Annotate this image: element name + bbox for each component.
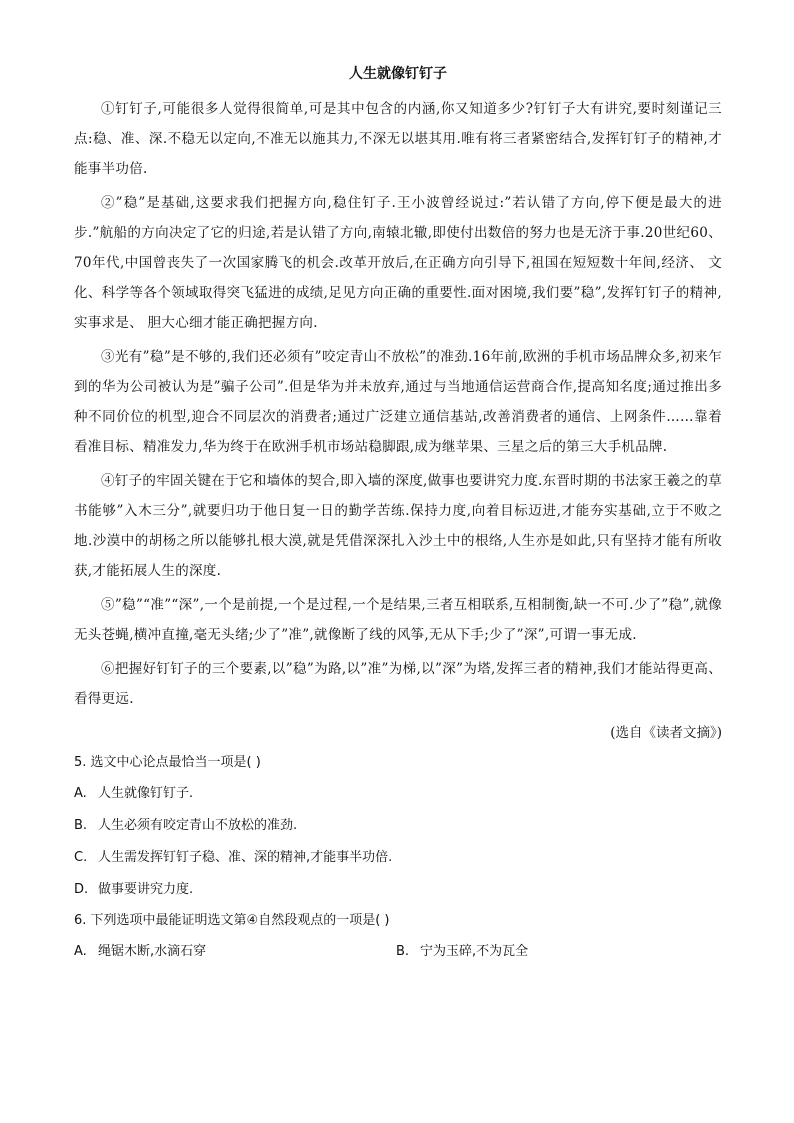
question-5-option-b: [74, 810, 722, 842]
document-page: [74, 64, 722, 968]
question-6-options-row: [74, 936, 722, 968]
option-text: 宁为玉碎,不为瓦全: [420, 944, 529, 959]
question-6-option-a: [74, 936, 396, 968]
paragraph-3: ③光有”稳”是不够的,我们还必须有”咬定青山不放松”的准劲.16年前,欧洲的手机市场品牌众多,初来乍到的华为公司被认为是”骗子公司”.但是华为并未放弃,通过与当地通信运营商合作,提高知名度;通过推出多种不同价位的机型,迎合不同层次的消费者;通过广泛建立通信基站,改善消费者的通信、上网条件……靠着看准目标、精准发力,华为终于在欧洲手机市场站稳脚跟,成为继苹果、三星之后的第三大手机品牌.: [74, 349, 722, 455]
question-5-option-d: [74, 874, 722, 906]
article-title: 人生就像钉钉子: [349, 66, 447, 82]
question-5-stem: 5. 选文中心论点最恰当一项是( ): [74, 755, 261, 770]
option-text: 人生必须有咬定青山不放松的准劲.: [98, 818, 298, 833]
option-letter: B.: [74, 818, 88, 833]
paragraph-4: ④钉子的牢固关键在于它和墙体的契合,即入墙的深度,做事也要讲究力度.东晋时期的书法家王羲之的草书能够”入木三分”,就要归功于他日复一日的勤学苦练.保持力度,向着目标迈进,才能夯实基础,立于不败之地.沙漠中的胡杨之所以能够扎根大漠,就是凭借深深扎入沙土中的根络,人生亦是如此,只有坚持才能有所收获,才能拓展人生的深度.: [74, 473, 722, 579]
option-letter: A.: [74, 786, 87, 801]
paragraph-5: ⑤”稳”“准”“深”,一个是前提,一个是过程,一个是结果,三者互相联系,互相制衡,缺一不可.少了”稳”,就像无头苍蝇,横冲直撞,毫无头绪;少了”准”,就像断了线的风筝,无从下手;少了”深”,可谓一事无成.: [74, 597, 722, 643]
paragraph-6: ⑥把握好钉钉子的三个要素,以”稳”为路,以”准”为梯,以”深”为塔,发挥三者的精神,我们才能站得更高、看得更远.: [74, 661, 722, 707]
option-text: 人生就像钉钉子.: [98, 786, 194, 801]
question-5-option-a: [74, 778, 722, 810]
option-text: 做事要讲究力度.: [98, 882, 194, 897]
option-text: 人生需发挥钉钉子稳、准、深的精神,才能事半功倍.: [98, 850, 393, 865]
option-text: 绳锯木断,水滴石穿: [98, 944, 207, 959]
paragraph-2: ②”稳”是基础,这要求我们把握方向,稳住钉子.王小波曾经说过:”若认错了方向,停下便是最大的进步.”航船的方向决定了它的归途,若是认错了方向,南辕北辙,即使付出数倍的努力也是无济于事.20世纪60、70年代,中国曾丧失了一次国家腾飞的机会.改革开放后,在正确方向引导下,祖国在短短数十年间,经济、 文化、科学等各个领域取得突飞猛进的成绩,足见方向正确的重要性.面对困境,我们要”稳”,发挥钉钉子的精神,实事求是、 胆大心细才能正确把握方向.: [74, 195, 722, 331]
question-6-stem: 6. 下列选项中最能证明选文第④自然段观点的一项是( ): [74, 913, 390, 928]
paragraph-1: ①钉钉子,可能很多人觉得很简单,可是其中包含的内涵,你又知道多少?钉钉子大有讲究,要时刻谨记三点:稳、准、深.不稳无以定向,不准无以施其力,不深无以堪其用.唯有将三者紧密结合,发挥钉钉子的精神,才能事半功倍.: [74, 101, 722, 177]
question-5-option-c: [74, 842, 722, 874]
option-letter: D.: [74, 882, 89, 897]
question-6-option-b: [396, 936, 718, 968]
option-letter: A.: [74, 944, 87, 959]
option-letter: C.: [74, 850, 88, 865]
option-letter: B.: [396, 944, 410, 959]
article-source: (选自《读者文摘》): [610, 725, 722, 741]
